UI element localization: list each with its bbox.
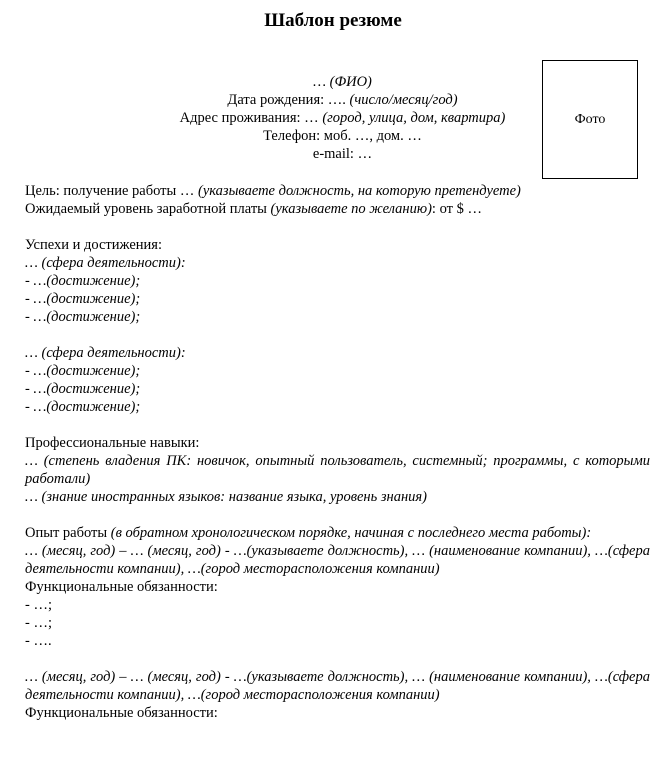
phone: Телефон: моб. …, дом. … (263, 128, 422, 144)
sphere-line: … (сфера деятельности): (25, 255, 186, 271)
achievement-item: - …(достижение); (25, 381, 141, 397)
experience-heading: Опыт работы (в обратном хронологическом порядке, начиная с последнего места работы): (25, 525, 592, 541)
goal-line: Цель: получение работы … (указываете должность, на которую претендуете) (25, 183, 521, 199)
pc-skills: … (степень владения ПК: новичок, опытный пользователь, системный; программы, с которыми работали) (25, 453, 650, 487)
resume-body (25, 182, 650, 722)
duties-label: Функциональные обязанности: (25, 579, 218, 595)
skills-heading: Профессиональные навыки: (25, 435, 200, 451)
email: e-mail: … (312, 146, 373, 162)
salary-line: Ожидаемый уровень заработной платы (указываете по желанию): от $ … (25, 201, 482, 217)
birth-date: Дата рождения: …. (число/месяц/год) (227, 92, 458, 108)
document-title: Шаблон резюме (264, 10, 402, 31)
sphere-line: … (сфера деятельности): (25, 345, 186, 361)
achievement-item: - …(достижение); (25, 309, 141, 325)
achievement-item: - …(достижение); (25, 273, 141, 289)
achievements-heading: Успехи и достижения: (25, 237, 162, 253)
achievement-item: - …(достижение); (25, 363, 141, 379)
achievement-item: - …(достижение); (25, 399, 141, 415)
duty-item: - …; (25, 615, 52, 631)
full-name: … (ФИО) (313, 74, 372, 90)
achievement-item: - …(достижение); (25, 291, 141, 307)
photo-placeholder: Фото (542, 60, 638, 179)
duty-item: - …; (25, 597, 52, 613)
address: Адрес проживания: … (город, улица, дом, квартира) (179, 110, 506, 126)
duty-item: - …. (25, 633, 52, 649)
job-entry: … (месяц, год) – … (месяц, год) - …(указываете должность), … (наименование компании), …(сфера деятельности компании), …(город месторасположения компании) (25, 543, 650, 577)
language-skills: … (знание иностранных языков: название языка, уровень знания) (25, 489, 427, 505)
personal-info (120, 73, 565, 163)
duties-label: Функциональные обязанности: (25, 705, 218, 721)
job-entry: … (месяц, год) – … (месяц, год) - …(указываете должность), … (наименование компании), …(сфера деятельности компании), …(город месторасположения компании) (25, 669, 650, 703)
